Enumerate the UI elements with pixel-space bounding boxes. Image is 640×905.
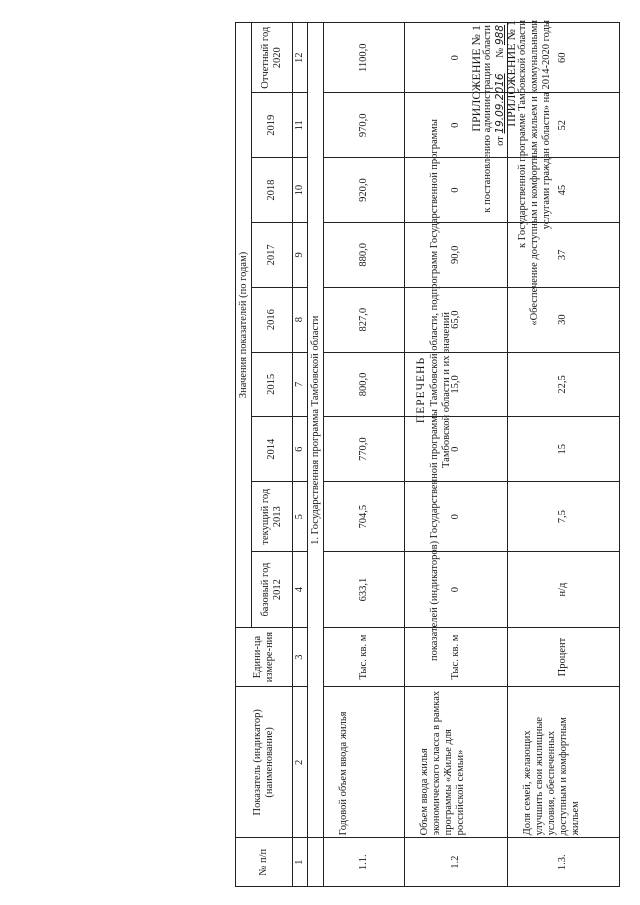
section-row (308, 23, 323, 887)
row-value: 0 (405, 158, 507, 223)
row-indicator-name: Доля семей, желающих улучшить свои жилищные условия, обеспеченных доступным и комфортным жильем (507, 687, 619, 838)
row-value: 704,5 (323, 482, 405, 552)
column-number: 9 (293, 222, 308, 287)
column-number: 10 (293, 158, 308, 223)
row-value: 880,0 (323, 222, 405, 287)
table-header-row (236, 23, 252, 887)
row-unit: Тыс. кв. м (405, 627, 507, 686)
header-indicator: Показатель (индикатор) (наименование) (236, 687, 293, 838)
row-value: н/д (507, 552, 619, 628)
row-indicator-name: Годовой объем ввода жилья (323, 687, 405, 838)
row-value: 920,0 (323, 158, 405, 223)
row-value: 0 (405, 482, 507, 552)
row-value: 7,5 (507, 482, 619, 552)
title-heading: ПЕРЕЧЕНЬ (415, 356, 427, 424)
section-empty-cell (308, 838, 323, 887)
row-value: 52 (507, 93, 619, 158)
handwritten-date: 19.09.2016 (494, 73, 506, 134)
number-label: № (495, 47, 506, 58)
row-value: 827,0 (323, 287, 405, 352)
column-number: 11 (293, 93, 308, 158)
row-num: 1.2 (405, 838, 507, 887)
row-value: 22,5 (507, 352, 619, 417)
section-title: 1. Государственная программа Тамбовской области (308, 23, 323, 838)
column-number: 7 (293, 352, 308, 417)
column-number: 6 (293, 417, 308, 482)
column-number: 8 (293, 287, 308, 352)
row-value: 970,0 (323, 93, 405, 158)
row-value: 0 (405, 23, 507, 93)
row-unit: Процент (507, 627, 619, 686)
title-line: показателей (индикаторов) Государственной программы Тамбовской области, подпрограмм Государственной программы (429, 119, 440, 661)
table-row (405, 23, 507, 887)
title-line: Тамбовской области и их значений (441, 312, 452, 468)
row-value: 45 (507, 158, 619, 223)
row-unit: Тыс. кв. м (323, 627, 405, 686)
row-value: 0 (405, 552, 507, 628)
program-appendix-title: ПРИЛОЖЕНИЕ № 1 (504, 20, 518, 127)
row-num: 1.1. (323, 838, 405, 887)
row-value: 15 (507, 417, 619, 482)
row-value: 770,0 (323, 417, 405, 482)
row-value: 15,0 (405, 352, 507, 417)
column-number-row (293, 23, 308, 887)
row-value: 60 (507, 23, 619, 93)
column-number: 12 (293, 23, 308, 93)
row-value: 0 (405, 93, 507, 158)
header-unit: Едини-ца измере-ния (236, 627, 293, 686)
row-value: 1100,0 (323, 23, 405, 93)
column-number: 4 (293, 552, 308, 628)
row-value: 633,1 (323, 552, 405, 628)
program-appendix-line: «Обеспечение доступным и комфортным жильем и коммунальными (529, 20, 540, 326)
row-value: 0 (405, 417, 507, 482)
program-appendix-line: услугами граждан области» на 2014-2020 годы (541, 20, 552, 230)
from-label: от (495, 136, 506, 146)
header-year: 2015 (252, 352, 293, 417)
column-number: 3 (293, 627, 308, 686)
header-num: № п/п (236, 838, 293, 887)
header-year: 2018 (252, 158, 293, 223)
column-number: 5 (293, 482, 308, 552)
appendix-title: ПРИЛОЖЕНИЕ № 1 (469, 25, 483, 132)
header-year: базовый год 2012 (252, 552, 293, 628)
indicators-table (235, 22, 620, 887)
header-year: 2016 (252, 287, 293, 352)
row-value: 65,0 (405, 287, 507, 352)
row-value: 37 (507, 222, 619, 287)
appendix-subtitle: к постановлению администрации области (482, 25, 493, 213)
table-row (323, 23, 405, 887)
column-number: 2 (293, 687, 308, 838)
header-year: 2014 (252, 417, 293, 482)
row-value: 800,0 (323, 352, 405, 417)
header-values-group: Значения показателей (по годам) (236, 23, 252, 628)
header-year: текущий год 2013 (252, 482, 293, 552)
program-appendix-line: к Государственной программе Тамбовской области (517, 20, 528, 248)
row-num: 1.3. (507, 838, 619, 887)
table-row (507, 23, 619, 887)
handwritten-number: 988 (494, 25, 506, 46)
row-value: 30 (507, 287, 619, 352)
header-year: 2017 (252, 222, 293, 287)
header-year: Отчетный год 2020 (252, 23, 293, 93)
row-indicator-name: Объем ввода жилья экономического класса в рамках программы «Жилье для российской семьи» (405, 687, 507, 838)
column-number: 1 (293, 838, 308, 887)
header-year: 2019 (252, 93, 293, 158)
row-value: 90,0 (405, 222, 507, 287)
